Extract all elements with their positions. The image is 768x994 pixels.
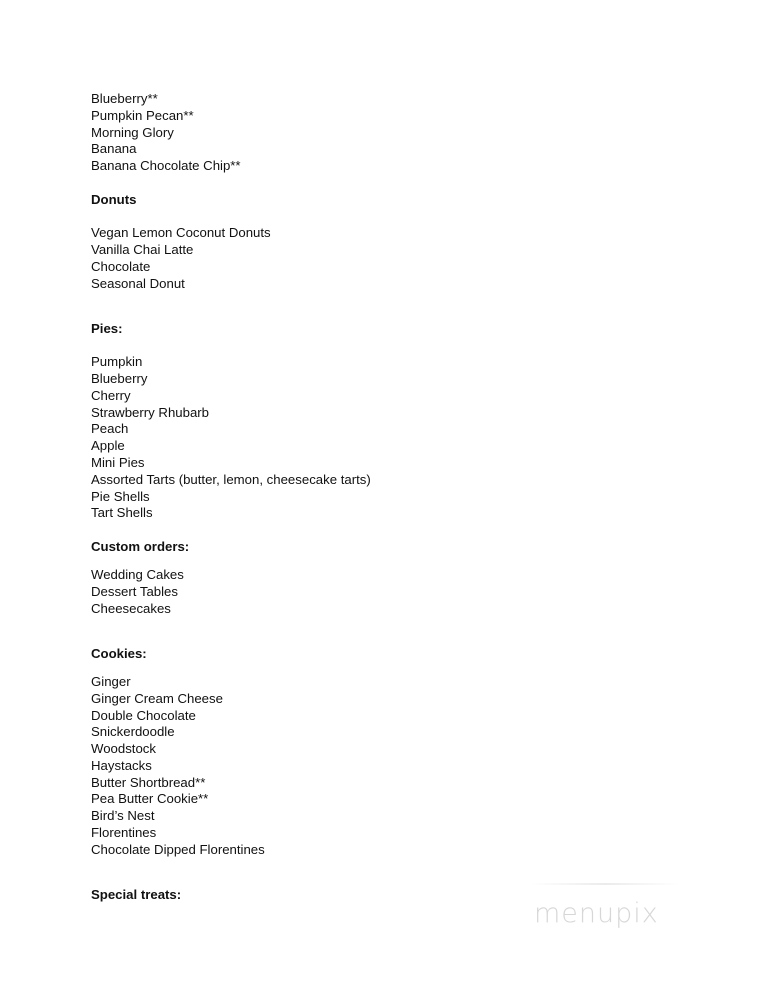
menu-item: Florentines	[91, 825, 157, 841]
menu-item: Bird’s Nest	[91, 808, 155, 824]
menu-item: Assorted Tarts (butter, lemon, cheesecake tarts)	[91, 471, 371, 487]
section-spacer	[91, 556, 611, 568]
menu-item: Banana	[91, 141, 137, 157]
menu-item: Cheesecakes	[91, 600, 171, 616]
special-treats-heading: Special treats:	[91, 886, 182, 902]
menu-item: Strawberry Rhubarb	[91, 404, 210, 420]
section-spacer	[91, 522, 611, 539]
section-spacer	[91, 293, 611, 321]
menu-item: Vegan Lemon Coconut Donuts	[91, 225, 271, 241]
menu-item: Seasonal Donut	[91, 275, 185, 291]
menu-item: Woodstock	[91, 741, 156, 757]
section-spacer	[91, 618, 611, 646]
menu-item: Apple	[91, 438, 125, 454]
menu-item: Chocolate Dipped Florentines	[91, 841, 265, 857]
section-spacer	[91, 337, 611, 354]
section-spacer	[91, 662, 611, 674]
menu-item: Banana Chocolate Chip**	[91, 158, 241, 174]
menu-item: Pumpkin Pecan**	[91, 107, 194, 123]
menu-item: Morning Glory	[91, 124, 174, 140]
watermark-line	[530, 883, 680, 885]
menu-item: Snickerdoodle	[91, 724, 175, 740]
menu-item: Double Chocolate	[91, 707, 196, 723]
pies-heading: Pies:	[91, 320, 123, 336]
menu-item: Ginger	[91, 673, 131, 689]
custom-orders-list	[91, 567, 611, 617]
menu-item: Vanilla Chai Latte	[91, 242, 194, 258]
donuts-list	[91, 225, 611, 292]
menu-item: Blueberry	[91, 370, 148, 386]
menu-item: Blueberry**	[91, 91, 158, 106]
menu-item: Butter Shortbread**	[91, 774, 206, 790]
menu-item: Pumpkin	[91, 354, 143, 370]
watermark-text: menupix	[534, 898, 659, 929]
menu-item: Tart Shells	[91, 505, 153, 521]
menu-item: Peach	[91, 421, 129, 437]
menu-item: Chocolate	[91, 258, 151, 274]
custom-orders-heading: Custom orders:	[91, 538, 190, 554]
menu-item: Pie Shells	[91, 488, 150, 504]
section-spacer	[91, 175, 611, 192]
menu-item: Dessert Tables	[91, 584, 178, 600]
donuts-heading: Donuts	[91, 191, 137, 207]
pies-list	[91, 354, 611, 522]
menu-item: Pea Butter Cookie**	[91, 791, 209, 807]
menu-item: Mini Pies	[91, 454, 145, 470]
cookies-heading: Cookies:	[91, 645, 147, 661]
menu-item: Wedding Cakes	[91, 567, 184, 583]
menu-content	[91, 91, 611, 903]
section-spacer	[91, 209, 611, 226]
intro-list	[91, 91, 611, 175]
cookies-list	[91, 674, 611, 859]
menu-item: Cherry	[91, 387, 131, 403]
menu-item: Ginger Cream Cheese	[91, 690, 223, 706]
menu-item: Haystacks	[91, 757, 152, 773]
